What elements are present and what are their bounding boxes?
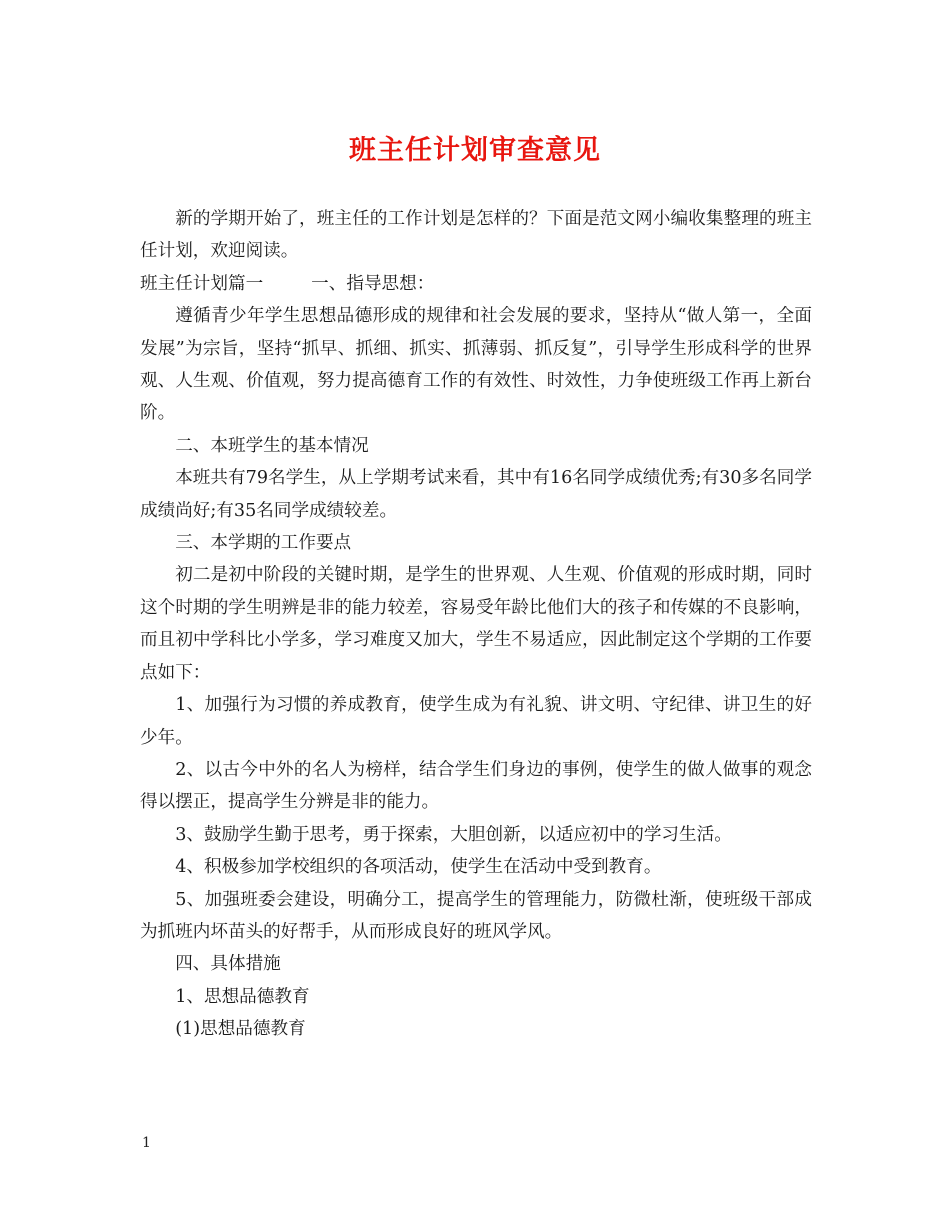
- subheading-moral-education: 1、思想品德教育: [175, 986, 310, 1007]
- list-item-point-5: 5、加强班委会建设，明确分工，提高学生的管理能力，防微杜渐，使班级干部成为抓班内坏苗头的好帮手，从而形成良好的班风学风。: [140, 889, 812, 942]
- page-number: 1: [142, 1135, 151, 1151]
- plan-part-label: 班主任计划篇一: [140, 273, 264, 294]
- heading-measures: 四、具体措施: [175, 954, 281, 975]
- heading-student-situation: 二、本班学生的基本情况: [175, 435, 369, 456]
- subheading-moral-education-1: (1)思想品德教育: [175, 1019, 306, 1040]
- document-title: 班主任计划审查意见: [349, 135, 601, 166]
- paragraph-points-intro: 初二是初中阶段的关键时期，是学生的世界观、人生观、价值观的形成时期，同时这个时期的学生明辨是非的能力较差，容易受年龄比他们大的孩子和传媒的不良影响，而且初中学科比小学多，学习难度又加大，学生不易适应，因此制定这个学期的工作要点如下：: [140, 565, 812, 683]
- heading-guiding-thought: 一、指导思想：: [311, 273, 435, 294]
- paragraph-situation: 本班共有79名学生，从上学期考试来看，其中有16名同学成绩优秀;有30多名同学成绩尚好;有35名同学成绩较差。: [140, 468, 812, 521]
- list-item-point-2: 2、以古今中外的名人为榜样，结合学生们身边的事例，使学生的做人做事的观念得以摆正，提高学生分辨是非的能力。: [140, 759, 812, 813]
- list-item-point-1: 1、加强行为习惯的养成教育，使学生成为有礼貌、讲文明、守纪律、讲卫生的好少年。: [140, 695, 812, 748]
- section-label-line: [140, 268, 812, 300]
- paragraph-guiding: 遵循青少年学生思想品德形成的规律和社会发展的要求，坚持从“做人第一，全面发展”为宗旨，坚持“抓早、抓细、抓实、抓薄弱、抓反复”，引导学生形成科学的世界观、人生观、价值观，努力提高德育工作的有效性、时效性，力争使班级工作再上新台阶。: [140, 306, 812, 424]
- list-item-point-4: 4、积极参加学校组织的各项活动，使学生在活动中受到教育。: [175, 857, 662, 878]
- document-body: [140, 203, 812, 1046]
- list-item-point-3: 3、鼓励学生勤于思考，勇于探索，大胆创新，以适应初中的学习生活。: [175, 824, 732, 845]
- paragraph-intro: 新的学期开始了，班主任的工作计划是怎样的？下面是范文网小编收集整理的班主任计划，欢迎阅读。: [140, 209, 812, 262]
- heading-work-points: 三、本学期的工作要点: [175, 533, 352, 554]
